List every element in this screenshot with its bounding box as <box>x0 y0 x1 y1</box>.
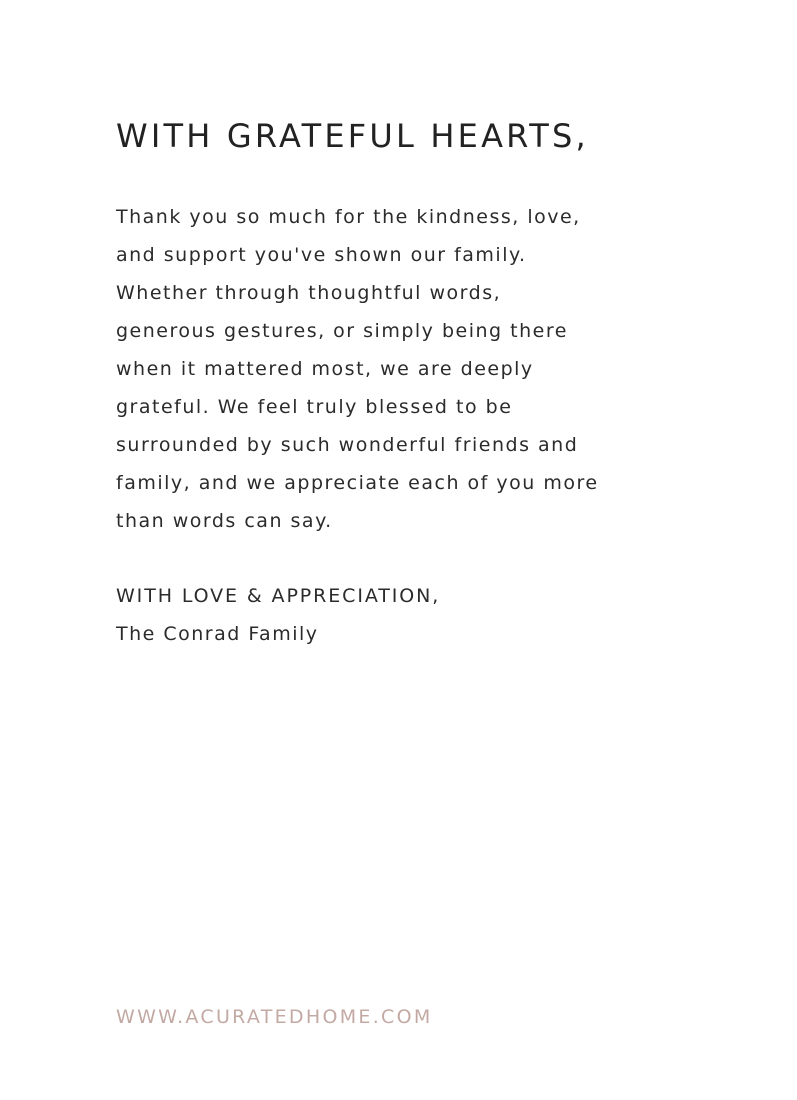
card-signoff <box>116 577 440 653</box>
message-line: and support you've shown our family. <box>116 244 527 266</box>
closing-line: WITH LOVE & APPRECIATION, <box>116 585 441 607</box>
message-line: than words can say. <box>116 510 333 532</box>
card-message <box>116 198 599 540</box>
message-line: family, and we appreciate each of you more <box>116 472 599 494</box>
message-line: Whether through thoughtful words, <box>116 282 502 304</box>
message-line: surrounded by such wonderful friends and <box>116 434 579 456</box>
message-line: Thank you so much for the kindness, love, <box>116 206 581 228</box>
message-line: when it mattered most, we are deeply <box>116 358 534 380</box>
card-heading: WITH GRATEFUL HEARTS, <box>116 117 589 155</box>
message-line: generous gestures, or simply being there <box>116 320 568 342</box>
signature: The Conrad Family <box>116 623 319 645</box>
message-line: grateful. We feel truly blessed to be <box>116 396 513 418</box>
website-url: WWW.ACURATEDHOME.COM <box>116 1006 433 1028</box>
